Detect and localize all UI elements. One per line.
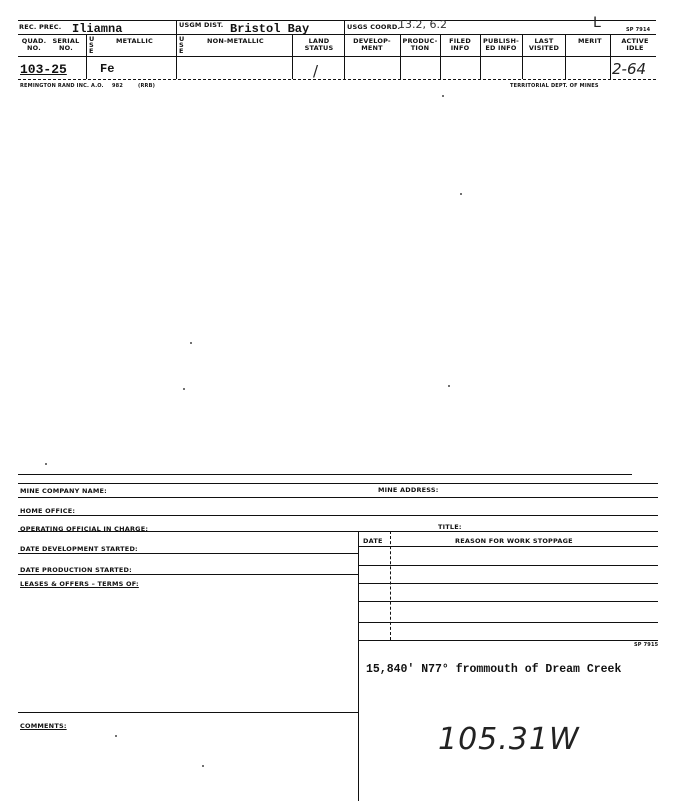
printer-code: 982: [112, 83, 124, 89]
stoppage-line-3: [358, 601, 658, 602]
rec-prec-label: REC. PREC.: [19, 23, 62, 31]
speck: [202, 765, 204, 767]
col-merit: MERIT: [578, 37, 602, 45]
divider-last-visited: [522, 34, 523, 79]
record-bottom-line: [18, 79, 656, 80]
leases-label: LEASES & OFFERS – TERMS OF:: [20, 580, 139, 588]
operating-official-label: OPERATING OFFICIAL IN CHARGE:: [20, 525, 149, 533]
top-border: [18, 20, 656, 21]
divider-production: [400, 34, 401, 79]
col-development: DEVELOP-MENT: [353, 37, 391, 52]
speck: [183, 388, 185, 390]
stoppage-line-5: [358, 640, 658, 641]
speck: [115, 735, 117, 737]
usgm-dist-value: Bristol Bay: [230, 22, 310, 36]
record-last-visited: 2-64: [612, 60, 647, 78]
col-nonmetallic: NON-METALLIC: [207, 37, 264, 45]
speck: [460, 193, 462, 195]
record-quad-serial: 103-25: [20, 62, 67, 77]
usgs-coord-label: USGS COORD.: [347, 23, 401, 31]
stoppage-line-1: [358, 565, 658, 566]
row-line-home: [18, 515, 658, 516]
reason-column-label: REASON FOR WORK STOPPAGE: [455, 537, 573, 545]
col-filed-info: FILED INFO: [449, 37, 471, 52]
form-number-bottom: SP 7915: [634, 642, 659, 648]
lower-top-line-2: [18, 483, 658, 484]
comments-label: COMMENTS:: [20, 722, 67, 730]
stoppage-line-2: [358, 583, 658, 584]
main-column-divider: [358, 531, 359, 801]
lower-top-line: [18, 474, 632, 475]
col-quad-no: QUAD. NO.: [21, 37, 47, 52]
divider-merit: [565, 34, 566, 79]
stoppage-header-line: [358, 546, 658, 547]
title-label: TITLE:: [438, 523, 462, 531]
divider-published: [480, 34, 481, 79]
usgm-dist-label: USGM DIST.: [179, 21, 224, 29]
col-production: PRODUC-TION: [402, 37, 438, 52]
mine-company-name-label: MINE COMPANY NAME:: [20, 487, 107, 495]
speck: [45, 463, 47, 465]
row-line-dev: [18, 553, 358, 554]
corner-mark: L: [593, 15, 601, 31]
location-note: 15,840' N77° frommouth of Dream Creek: [366, 663, 622, 676]
form-number-top: SP 7914: [626, 27, 651, 33]
usgs-coord-value: 13.2, 6.2: [398, 18, 447, 31]
row-line-company: [18, 497, 658, 498]
divider-metallic: [86, 34, 87, 79]
comments-line: [18, 712, 358, 713]
date-column-label: DATE: [363, 537, 383, 545]
printer-name: REMINGTON RAND INC. A.O.: [20, 83, 104, 89]
dept-name: TERRITORIAL DEPT. OF MINES: [510, 83, 599, 89]
divider-active: [610, 34, 611, 79]
date-production-label: DATE PRODUCTION STARTED:: [20, 566, 132, 574]
divider-land: [292, 34, 293, 79]
col-serial-no: SERIAL NO.: [52, 37, 80, 52]
speck: [190, 342, 192, 344]
home-office-label: HOME OFFICE:: [20, 507, 76, 515]
record-land-status: /: [313, 62, 319, 80]
date-development-label: DATE DEVELOPMENT STARTED:: [20, 545, 138, 553]
col-active-idle: ACTIVE IDLE: [621, 37, 649, 52]
record-metallic: Fe: [100, 62, 115, 76]
printer-extra: (RRB): [138, 83, 156, 89]
mine-address-label: MINE ADDRESS:: [378, 486, 439, 494]
col-published-info: PUBLISH-ED INFO: [483, 37, 519, 52]
col-last-visited: LAST VISITED: [528, 37, 560, 52]
col-metallic: METALLIC: [116, 37, 153, 45]
rec-prec-value: Iliamna: [72, 22, 123, 36]
divider-usgs: [344, 20, 345, 79]
divider-usgm: [176, 20, 177, 79]
col-use-nonmetallic: U S E: [179, 35, 185, 55]
divider-filed: [440, 34, 441, 79]
date-column-divider: [390, 531, 391, 640]
column-separator: [18, 56, 656, 57]
stoppage-line-4: [358, 622, 658, 623]
row-line-prod: [18, 574, 358, 575]
col-land-status: LAND STATUS: [304, 37, 334, 52]
speck: [442, 95, 444, 97]
speck: [448, 385, 450, 387]
handwritten-coordinate: 105.31W: [438, 722, 580, 757]
col-use-metallic: U S E: [89, 35, 95, 55]
